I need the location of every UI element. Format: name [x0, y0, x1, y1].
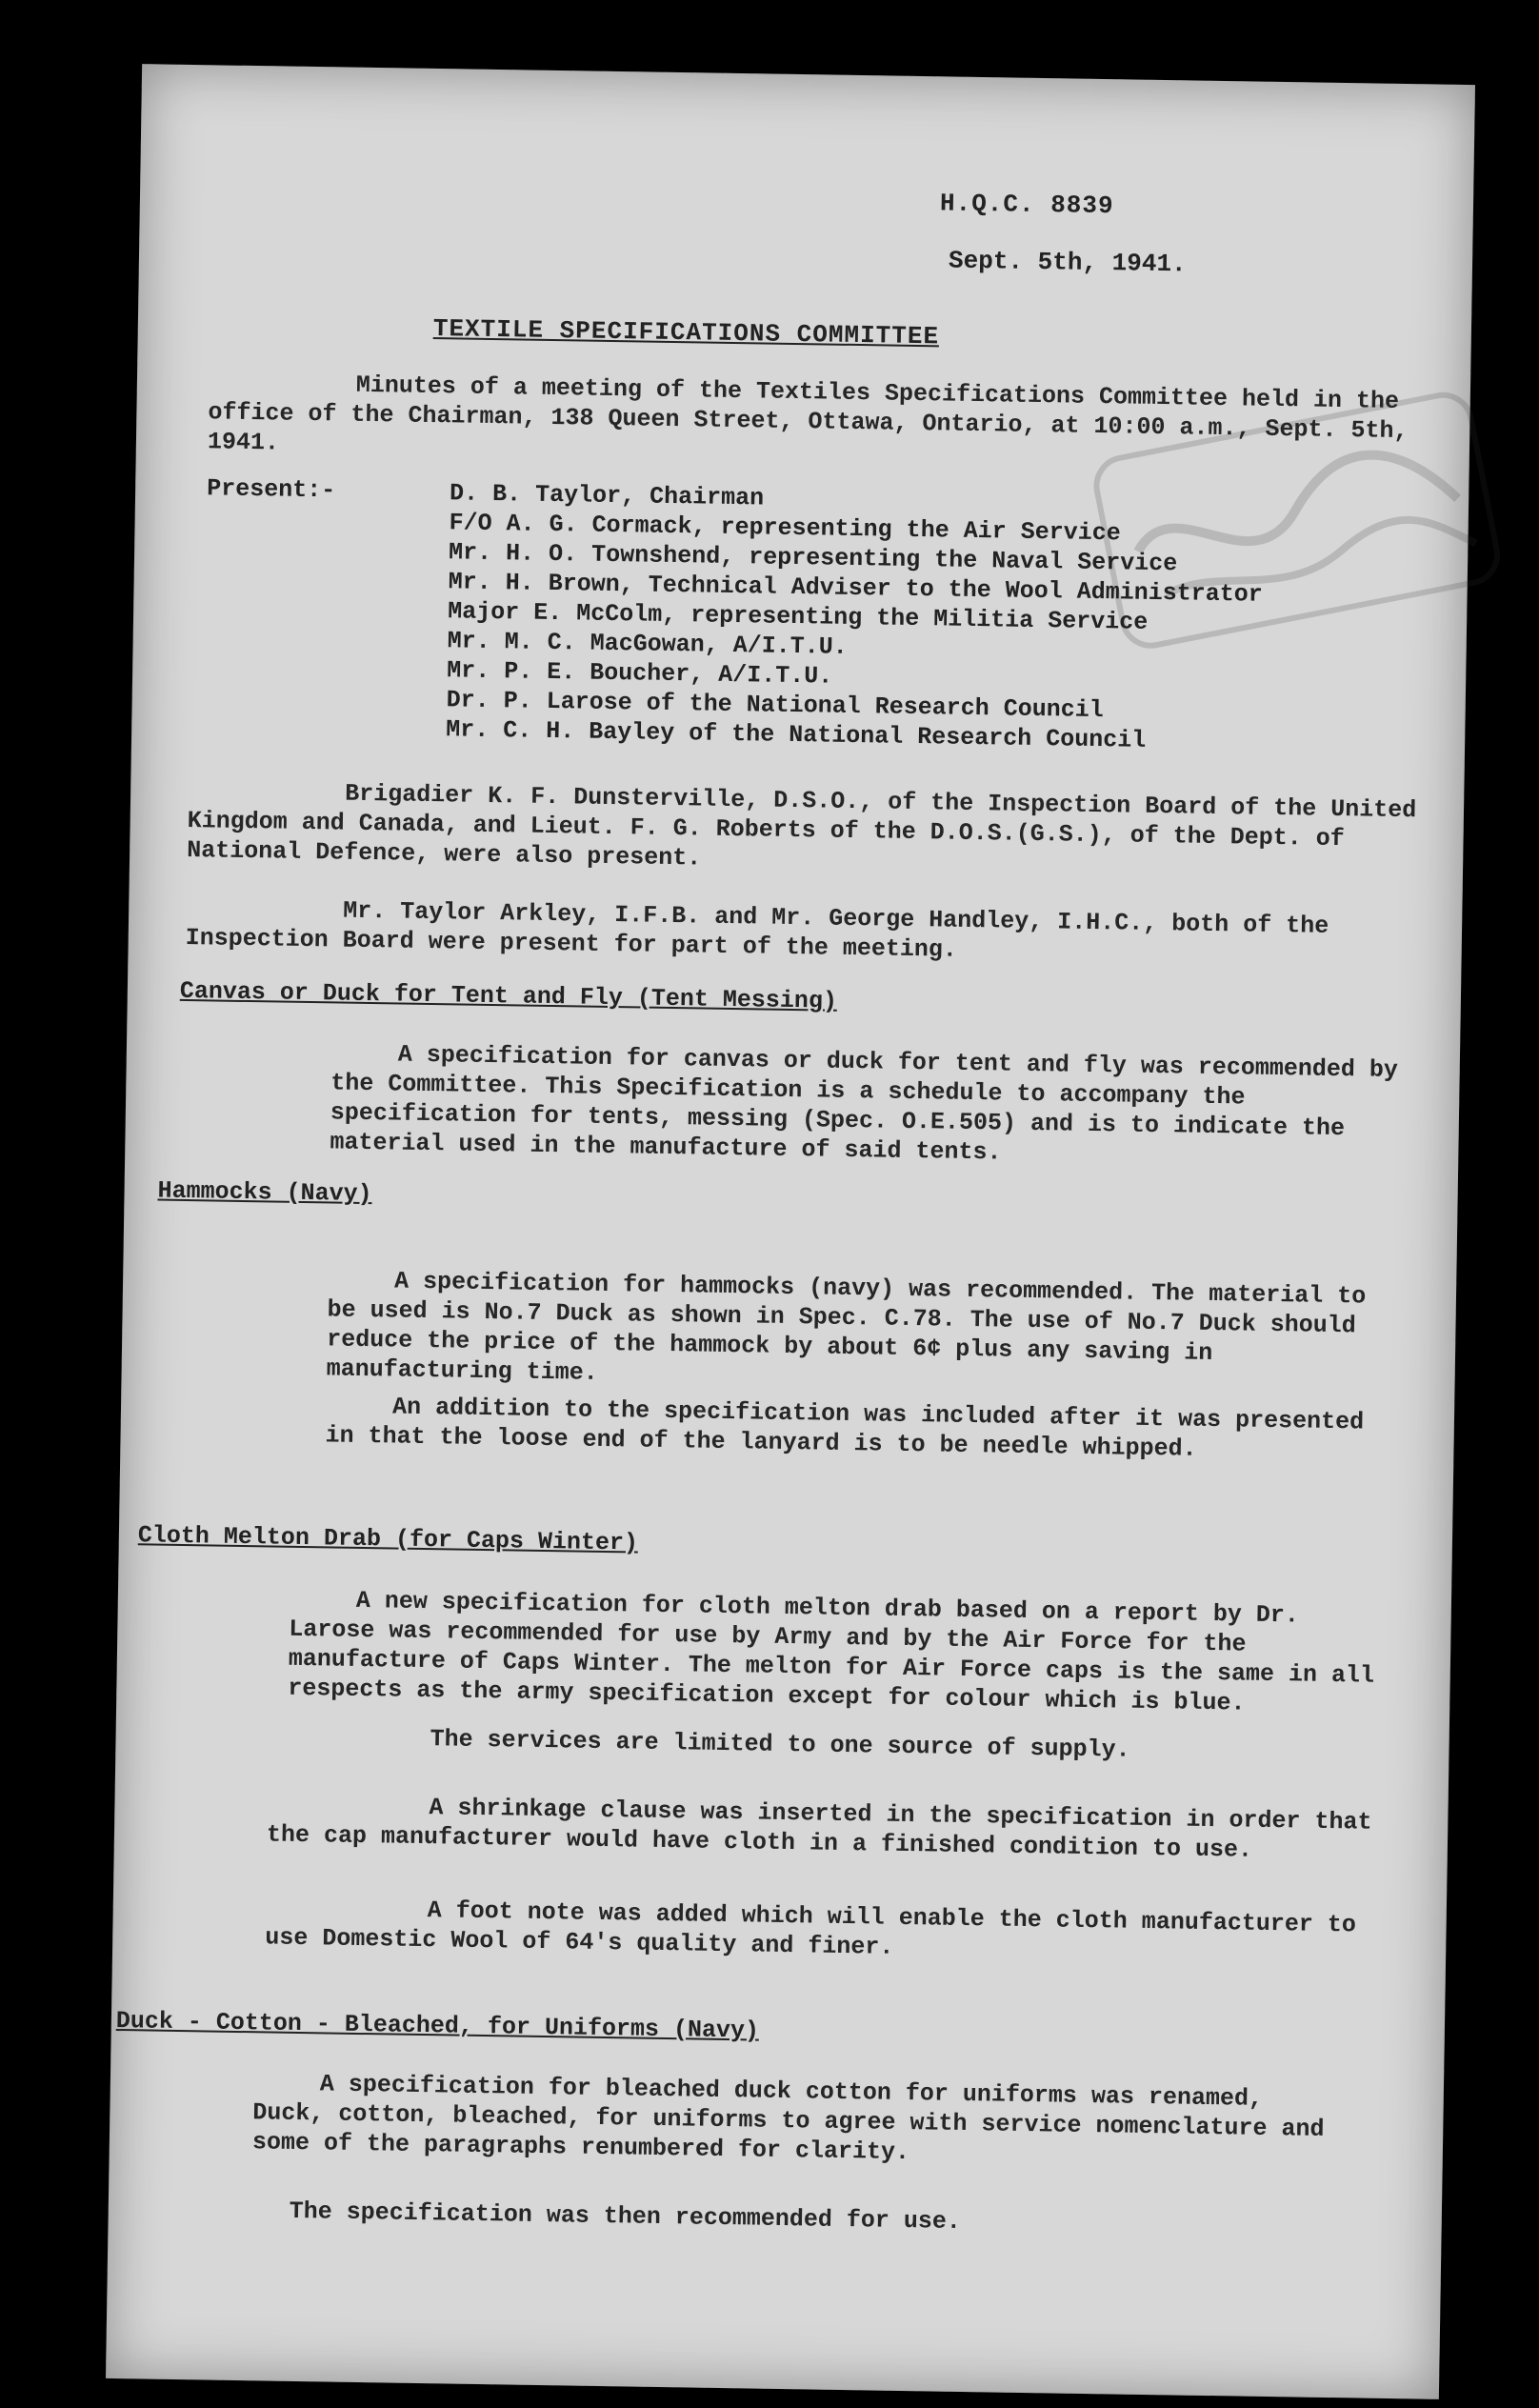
scan-mark — [112, 114, 126, 121]
document-title: TEXTILE SPECIFICATIONS COMMITTEE — [432, 313, 940, 351]
intro-paragraph: Minutes of a meeting of the Textiles Specifications Committee held in the office of the Chairman, 138 Queen Street, Ottawa, Ontario, at 10:00 a.m., Sept. 5th, 1941. — [207, 371, 1409, 457]
section-paragraph: A foot note was added which will enable the cloth manufacturer to use Domestic Wool of 64's quality and finer. — [265, 1896, 1357, 1961]
attendee-item: Mr. C. H. Bayley of the National Research Council — [446, 715, 1147, 754]
partial-attendance-paragraph: Mr. Taylor Arkley, I.F.B. and Mr. George Handley, I.H.C., both of the Inspection Board were present for part of the meeting. — [185, 896, 1329, 964]
attendee-item: Mr. H. Brown, Technical Adviser to the Wool Administrator — [448, 568, 1263, 609]
attendee-item: F/O A. G. Cormack, representing the Air Service — [449, 509, 1121, 548]
section-paragraph: A new specification for cloth melton drab based on a report by Dr. Larose was recommended for use by Army and by the Air Force for the manufacture of Caps Winter. The melton for Air Force caps is the same in all respects as the army specification except for colour which is blue. — [288, 1586, 1375, 1717]
section-paragraph: A specification for canvas or duck for tent and fly was recommended by the Committee. This Specification is a schedule to accompany the specification for tents, messing (Spec. O.E.505) and is to indicate the material used in the manufacture of said tents. — [330, 1040, 1399, 1167]
section-heading-cloth-melton: Cloth Melton Drab (for Caps Winter) — [137, 1521, 639, 1557]
section-heading-duck-cotton: Duck - Cotton - Bleached, for Uniforms (Navy) — [115, 2006, 760, 2045]
attendee-item: D. B. Taylor, Chairman — [449, 479, 765, 512]
attendee-item: Mr. H. O. Townshend, representing the Naval Service — [448, 538, 1178, 578]
attendee-item: Mr. M. C. MacGowan, A/I.T.U. — [447, 627, 848, 661]
present-label: Present:- — [206, 474, 336, 505]
attendee-list — [446, 478, 1264, 756]
section-paragraph: An addition to the specification was included after it was presented in that the loose end of the lanyard is to be needle whipped. — [325, 1393, 1365, 1463]
section-paragraph: A specification for hammocks (navy) was recommended. The material to be used is No.7 Duck as shown in Spec. C.78. The use of No.7 Duck should reduce the price of the hammock by about 6¢ plus any saving in manufacturing time. — [326, 1267, 1367, 1387]
section-paragraph: The services are limited to one source of supply. — [430, 1725, 1130, 1764]
guests-paragraph: Brigadier K. F. Dunsterville, D.S.O., of the Inspection Board of the United Kingdom and Canada, and Lieut. F. G. Roberts of the D.O.S.(G.S.), of the Dept. of National Defence, were also present. — [186, 779, 1417, 873]
attendee-item: Dr. P. Larose of the National Research Council — [446, 686, 1104, 725]
attendee-item: Major E. McColm, representing the Militia Service — [447, 597, 1149, 636]
section-heading-hammocks: Hammocks (Navy) — [157, 1176, 372, 1209]
attendee-item: Mr. P. E. Boucher, A/I.T.U. — [446, 656, 833, 691]
reference-number: H.Q.C. 8839 — [939, 189, 1114, 221]
document-page — [106, 64, 1475, 2399]
section-paragraph: A shrinkage clause was inserted in the specification in order that the cap manufacturer would have cloth in a finished condition to use. — [266, 1794, 1372, 1864]
document-date: Sept. 5th, 1941. — [948, 246, 1187, 279]
section-paragraph: The specification was then recommended for use. — [289, 2197, 962, 2236]
section-paragraph: A specification for bleached duck cotton for uniforms was renamed, Duck, cotton, bleached, for uniforms to agree with service nomenclature and some of the paragraphs renumbered for clarity. — [251, 2070, 1325, 2167]
section-heading-canvas-duck: Canvas or Duck for Tent and Fly (Tent Messing) — [179, 976, 838, 1015]
